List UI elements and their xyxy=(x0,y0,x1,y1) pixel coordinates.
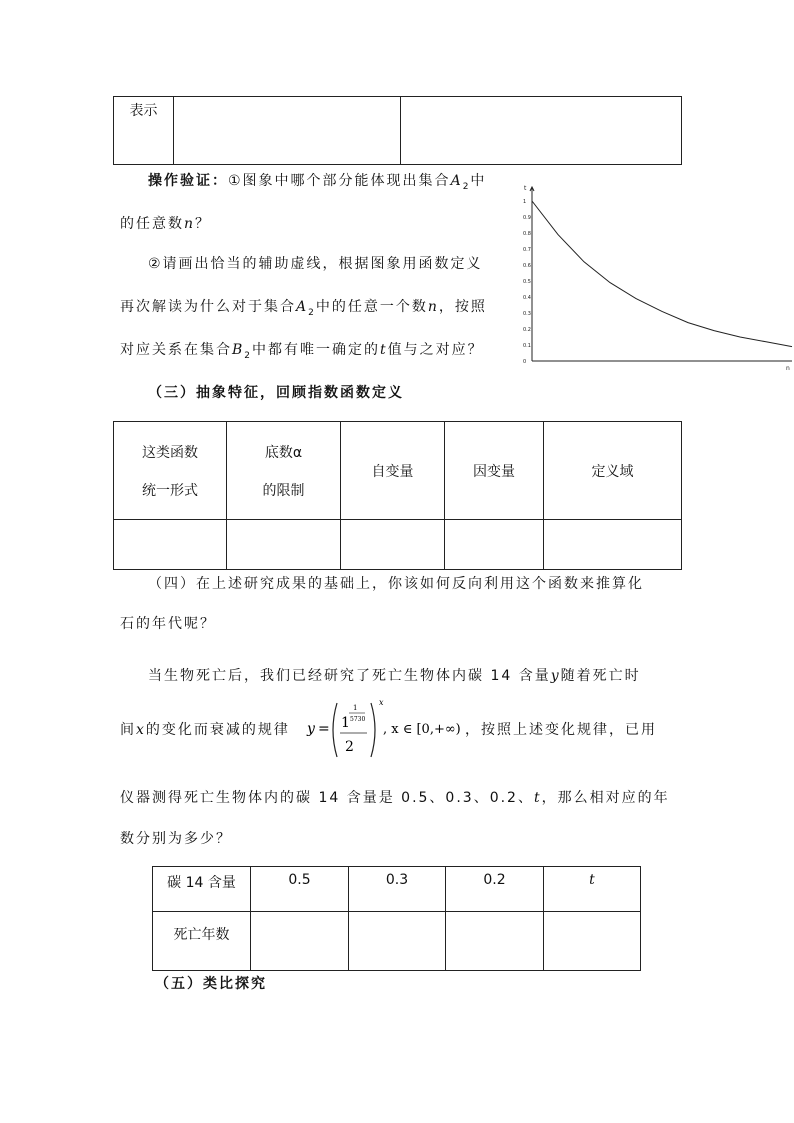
table-cell xyxy=(446,912,544,971)
col-dependent-variable: 因变量 xyxy=(445,422,544,520)
y-tick-label: 0.6 xyxy=(523,263,531,269)
y-tick-label: 0.2 xyxy=(523,327,531,333)
section-4-line-2: 石的年代呢？ xyxy=(120,616,216,632)
y-axis-ticks xyxy=(523,199,531,365)
table-cell xyxy=(349,912,446,971)
formula-exp-num: 1 xyxy=(353,704,358,712)
verification-line-4: 再次解读为什么对于集合$A_2$中的任意一个数n，按照 xyxy=(120,299,487,318)
decay-chart xyxy=(516,183,794,373)
col-independent-variable: 自变量 xyxy=(341,422,445,520)
section-4-line-6: 数分别为多少？ xyxy=(120,831,232,847)
table-cell xyxy=(544,520,682,570)
decay-formula xyxy=(305,695,465,765)
carbon-age-table xyxy=(152,866,641,971)
formula-eq: = xyxy=(318,721,330,737)
cell-carbon-0.2: 0.2 xyxy=(446,867,544,912)
y-tick-label: 0.7 xyxy=(523,247,531,253)
row-label-carbon-14: 碳 14 含量 xyxy=(153,867,251,912)
y-tick-label: 0.1 xyxy=(523,343,531,349)
y-tick-label: 0.9 xyxy=(523,215,531,221)
col-unified-form: 这类函数 统一形式 xyxy=(114,422,227,520)
cell-carbon-0.3: 0.3 xyxy=(349,867,446,912)
left-paren xyxy=(333,703,337,757)
table-cell xyxy=(114,520,227,570)
section-4-line-1: （四）在上述研究成果的基础上，你该如何反向利用这个函数来推算化 xyxy=(148,576,644,592)
col-domain: 定义域 xyxy=(544,422,682,520)
row-label-years: 死亡年数 xyxy=(153,912,251,971)
y-tick-label: 0 xyxy=(523,359,527,365)
section-3-heading: （三）抽象特征，回顾指数函数定义 xyxy=(148,385,404,401)
y-tick-label: 0.5 xyxy=(523,279,531,285)
verification-line-3: ②请画出恰当的辅助虚线，根据图象用函数定义 xyxy=(148,256,483,272)
representation-table xyxy=(113,96,682,165)
section-5-heading: （五）类比探究 xyxy=(155,976,267,992)
verification-line-2: 的任意数n？ xyxy=(120,216,212,232)
table-cell xyxy=(544,912,641,971)
table-cell xyxy=(227,520,341,570)
table-cell xyxy=(174,97,401,165)
decay-curve xyxy=(532,201,792,347)
exponential-definition-table xyxy=(113,421,682,570)
formula-exp-den: 5730 xyxy=(350,716,366,723)
col-base-restriction: 底数α 的限制 xyxy=(227,422,341,520)
y-axis-label: t xyxy=(524,185,527,192)
section-4-line-4: 间x的变化而衰减的规律 xyxy=(120,722,290,738)
table-cell xyxy=(401,97,682,165)
y-tick-label: 1 xyxy=(523,199,527,205)
section-4-line-4-tail: ，按照上述变化规律，已用 xyxy=(465,722,657,738)
row-label-representation: 表示 xyxy=(114,97,174,165)
section-4-line-5: 仪器测得死亡生物体内的碳 14 含量是 0.5、0.3、0.2、t，那么相对应的年 xyxy=(120,790,670,806)
y-tick-label: 0.3 xyxy=(523,311,531,317)
formula-base-num: 1 xyxy=(341,715,350,731)
verification-line-1: 操作验证：①图象中哪个部分能体现出集合$A_2$中 xyxy=(148,173,487,192)
formula-domain: , x ∈ [0,+∞) xyxy=(383,722,461,737)
x-axis-label: n xyxy=(786,365,790,372)
y-tick-label: 0.4 xyxy=(523,295,531,301)
chart-axes xyxy=(530,187,792,361)
section-4-line-3: 当生物死亡后，我们已经研究了死亡生物体内碳 14 含量y随着死亡时 xyxy=(148,668,641,684)
cell-carbon-0.5: 0.5 xyxy=(251,867,349,912)
table-cell xyxy=(251,912,349,971)
verification-line-5: 对应关系在集合$B_2$中都有唯一确定的t值与之对应？ xyxy=(120,342,484,361)
y-axis xyxy=(530,187,534,361)
cell-carbon-t: t xyxy=(544,867,641,912)
table-cell xyxy=(341,520,445,570)
formula-exponent: x xyxy=(379,698,384,707)
right-paren xyxy=(371,703,375,757)
formula-den: 2 xyxy=(345,739,354,755)
table-cell xyxy=(445,520,544,570)
formula-y: y xyxy=(307,721,315,737)
y-tick-label: 0.8 xyxy=(523,231,531,237)
